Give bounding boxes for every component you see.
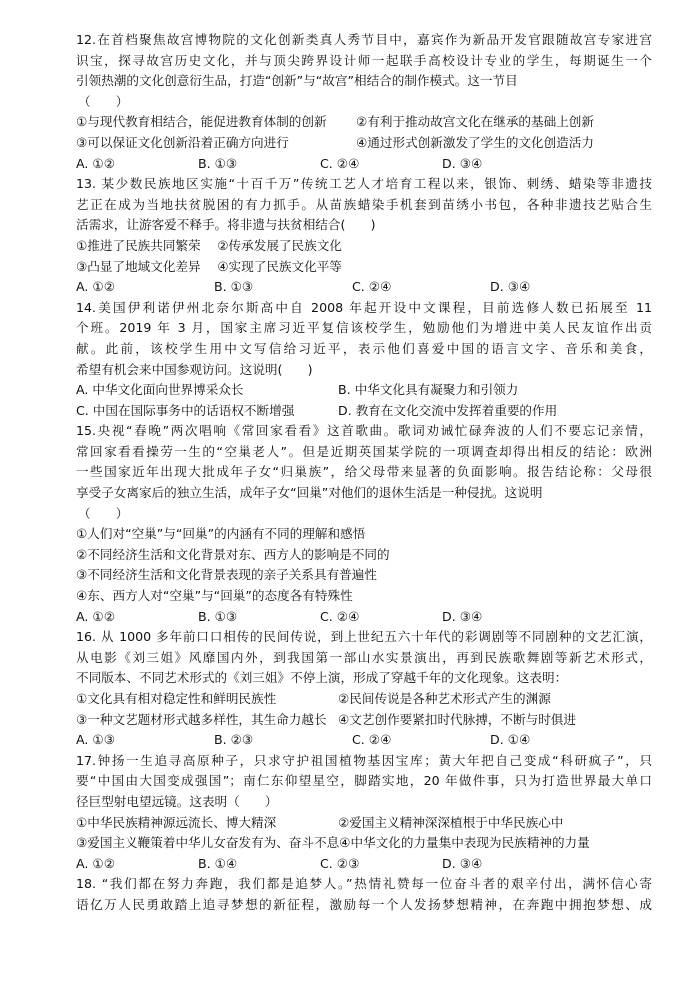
answer-parenthesis: （ ） [78, 93, 129, 109]
choice-d: D. ③④ [442, 608, 483, 624]
statement-3: ③爱国主义鞭策着中华儿女奋发有为、奋斗不息 [76, 835, 340, 851]
choice-b: B. 中华文化具有凝聚力和引领力 [338, 382, 519, 398]
question-15-stem-line: 常回家看看操劳一生的“空巢老人”。但是近期英国某学院的一项调查却得出相反的结论：欧洲 [76, 443, 652, 459]
question-18 [76, 874, 652, 915]
question-14-stem-line: 14.美国伊利诺伊州北奈尔斯高中自 2008 年起开设中文课程，目前选修人数已拓展至 11 [76, 299, 652, 315]
statement-row [76, 112, 652, 133]
statement-1: ①文化具有相对稳定性和鲜明民族性 [76, 691, 277, 706]
statement-4: ④东、西方人对“空巢”与“回巢”的态度各有特殊性 [76, 588, 353, 604]
question-17-stem-line: 17.钟扬一生追寻高原种子，只求守护祖国植物基因宝库；黄大年把自己变成“科研疯子”，只 [76, 752, 652, 768]
choice-row [76, 401, 652, 422]
statement-row [76, 813, 652, 834]
statement-row [76, 133, 652, 154]
statement-1: ①与现代教育相结合，能促进教育体制的创新 [76, 114, 327, 130]
statement-4: ④中华文化的力量集中表现为民族精神的力量 [339, 835, 590, 851]
statement-1: ①中华民族精神源远流长、博大精深 [76, 814, 277, 830]
question-16 [76, 627, 652, 751]
question-15-stem-line: 享受子女离家后的独立生活，成年子女“回巢”对他们的退休生活是一种侵扰。这说明 [76, 485, 543, 501]
choice-b: B. ①④ [198, 855, 238, 871]
statement-row [76, 710, 652, 731]
statement-3: ③可以保证文化创新沿着正确方向进行 [76, 134, 289, 150]
choice-row [76, 730, 652, 751]
statement-2: ②民间传说是各种艺术形式产生的渊源 [338, 691, 551, 706]
statement-2: ②传承发展了民族文化 [217, 237, 342, 253]
choice-a: A. ①③ [76, 732, 115, 748]
statement-4: ④实现了民族文化平等 [217, 258, 342, 274]
question-13-stem-line: 13. 某少数民族地区实施“十百千万”传统工艺人才培育工程以来，银饰、刺绣、蜡染等非遗技 [76, 176, 652, 192]
question-13-stem-line: 艺正在成为当地扶贫脱困的有力抓手。从苗族蜡染手机套到苗绣小书包，各种非遗技艺贴合生 [76, 196, 652, 212]
question-17 [76, 751, 652, 875]
choice-b: B. ①③ [214, 279, 254, 295]
question-15 [76, 421, 652, 627]
choice-c: C. ②④ [320, 155, 360, 171]
answer-parenthesis: （ ） [78, 505, 129, 521]
choice-row [76, 607, 652, 628]
choice-c: C. ②④ [352, 279, 392, 295]
question-14-stem-line: 希望有机会来中国参观访问。这说明( ) [76, 361, 313, 377]
choice-d: D. 教育在文化交流中发挥着重要的作用 [338, 402, 558, 418]
question-18-stem-line: 语亿万人民勇敢踏上追寻梦想的新征程，激励每一个人发扬梦想精神，在奔跑中拥抱梦想、成 [76, 896, 652, 912]
choice-row [76, 154, 652, 175]
choice-row [76, 854, 652, 875]
choice-b: B. ①③ [198, 608, 238, 624]
statement-3: ③一种文艺题材形式越多样性，其生命力越长 [76, 711, 327, 727]
question-14-stem-line: 个班。2019 年 3 月，国家主席习近平复信该校学生，勉励他们为增进中美人民友谊作出贡 [76, 320, 652, 336]
choice-c: C. ②③ [320, 855, 360, 871]
choice-c: C. ②④ [320, 608, 360, 624]
question-12-stem-line: 引领热潮的文化创意衍生品，打造“创新”与“故宫”相结合的制作模式。这一节目 [76, 73, 518, 89]
statement-3: ③不同经济生活和文化背景表现的亲子关系具有普遍性 [76, 567, 377, 583]
statement-2: ②不同经济生活和文化背景对东、西方人的影响是不同的 [76, 546, 390, 562]
statement-2: ②爱国主义精神深深植根于中华民族心中 [338, 814, 564, 830]
statement-4: ④文艺创作要紧扣时代脉搏，不断与时俱进 [338, 711, 576, 727]
statement-row [76, 236, 652, 257]
statement-1: ①推进了民族共同繁荣 [76, 237, 201, 253]
question-18-stem-line: 18. “我们都在努力奔跑，我们都是追梦人。”热情礼赞每一位奋斗者的艰辛付出，满怀信心寄 [76, 876, 652, 892]
question-14-stem-line: 献。此前，该校学生用中文写信给习近平，表示他们喜爱中国的语言文字、音乐和美食， [76, 340, 652, 356]
question-15-stem-line: 一些国家近年出现大批成年子女“归巢族”，给父母带来显著的负面影响。报告结论称：父母很 [76, 464, 652, 480]
choice-c: C. 中国在国际事务中的话语权不断增强 [76, 402, 295, 418]
statement-3: ③凸显了地域文化差异 [76, 258, 201, 274]
question-17-stem-line: 要“中国由大国变成强国”；南仁东仰望星空，脚踏实地，20 年做件事，只为打造世界最大单口 [76, 773, 652, 789]
question-16-stem-line: 16. 从 1000 多年前口口相传的民间传说，到上世纪五六十年代的彩调剧等不同剧种的文艺汇演， [76, 629, 652, 645]
question-15-stem-line: 15.央视“春晚”两次唱响《常回家看看》这首歌曲。歌词劝诫忙碌奔波的人们不要忘记亲情， [76, 423, 652, 439]
question-16-stem-line: 从电影《刘三姐》风靡国内外，到我国第一部山水实景演出，再到民族歌舞剧等新艺术形式， [76, 649, 652, 665]
question-12-stem-line: 识宝，探寻故宫历史文化，并与顶尖跨界设计师一起联手高校设计专业的学生，每期诞生一个 [76, 52, 652, 68]
statement-row [76, 689, 652, 710]
choice-a: A. ①② [76, 855, 115, 871]
choice-a: A. 中华文化面向世界博采众长 [76, 382, 244, 398]
choice-a: A. ①② [76, 279, 115, 295]
question-13-stem-line: 活需求，让游客爱不释手。将非遗与扶贫相结合( ) [76, 217, 376, 233]
question-16-stem-line: 不同版本、不同艺术形式的《刘三姐》不停上演，形成了穿越千年的文化现象。这表明： [76, 670, 568, 686]
choice-d: D. ①④ [490, 732, 531, 748]
question-12-stem-line: 12.在首档聚焦故宫博物院的文化创新类真人秀节目中，嘉宾作为新品开发官跟随故宫专家进宫 [76, 32, 652, 47]
choice-b: B. ①③ [198, 155, 238, 171]
choice-a: A. ①② [76, 608, 115, 624]
statement-1: ①人们对“空巢”与“回巢”的内涵有不同的理解和感悟 [76, 526, 366, 542]
statement-row [76, 833, 652, 854]
question-13 [76, 174, 652, 298]
choice-b: B. ②③ [214, 732, 254, 748]
statement-4: ④通过形式创新激发了学生的文化创造活力 [356, 134, 594, 150]
statement-2: ②有利于推动故宫文化在继承的基础上创新 [356, 114, 594, 130]
choice-row [76, 277, 652, 298]
statement-row [76, 257, 652, 278]
choice-d: D. ③④ [490, 279, 531, 295]
choice-row [76, 380, 652, 401]
question-17-stem-line: 径巨型射电望远镜。这表明（ ） [76, 793, 278, 809]
question-14 [76, 298, 652, 422]
choice-c: C. ②④ [352, 732, 392, 748]
choice-d: D. ③④ [442, 855, 483, 871]
choice-a: A. ①② [76, 155, 115, 171]
question-12 [76, 30, 652, 174]
choice-d: D. ③④ [442, 155, 483, 171]
